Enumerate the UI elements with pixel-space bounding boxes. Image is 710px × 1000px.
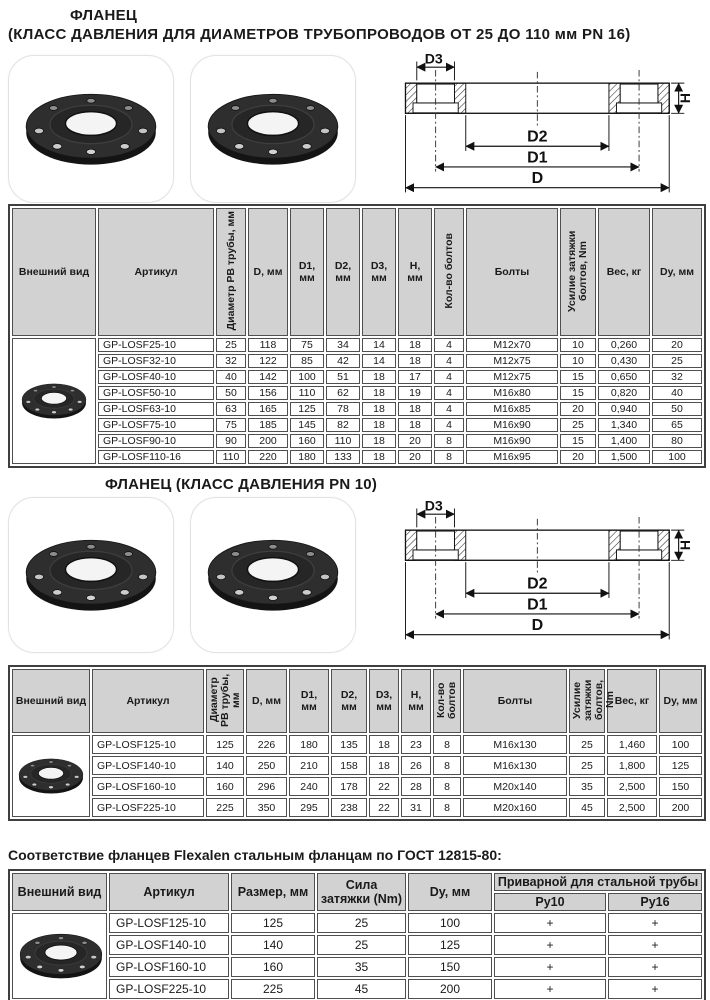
cell-dy: 50 — [652, 402, 702, 416]
cell-d3: 18 — [369, 756, 399, 775]
cell-dy: 100 — [408, 913, 492, 933]
cell-diametr: 90 — [216, 434, 246, 448]
cell-h: 19 — [398, 386, 432, 400]
cell-diametr: 125 — [206, 735, 244, 754]
cell-d1: 160 — [290, 434, 324, 448]
cell-usilie: 20 — [560, 402, 596, 416]
cell-d2: 178 — [331, 777, 367, 796]
cell-d: 165 — [248, 402, 288, 416]
cell-diametr: 63 — [216, 402, 246, 416]
cell-dy: 80 — [652, 434, 702, 448]
cell-h: 20 — [398, 434, 432, 448]
cell-py10: + — [494, 913, 606, 933]
cell-d2: 110 — [326, 434, 360, 448]
table-row — [12, 434, 702, 448]
cell-artikul: GP-LOSF75-10 — [98, 418, 214, 432]
cell-sila: 35 — [317, 957, 406, 977]
gost-table — [8, 869, 706, 1000]
flange-photo-card-1 — [8, 55, 174, 203]
cell-usilie: 15 — [560, 386, 596, 400]
cell-kolvo: 8 — [433, 756, 461, 775]
col-header-d2: D2, мм — [331, 669, 367, 733]
cell-d3: 14 — [362, 354, 396, 368]
cell-sila: 25 — [317, 913, 406, 933]
flange-photo-card-2 — [190, 55, 356, 203]
cell-bolty: M16x85 — [466, 402, 558, 416]
cell-usilie: 45 — [569, 798, 605, 817]
cell-dy: 200 — [659, 798, 702, 817]
cell-d1: 110 — [290, 386, 324, 400]
cell-py16: + — [608, 913, 702, 933]
cell-bolty: M12x70 — [466, 338, 558, 352]
cell-d3: 22 — [369, 798, 399, 817]
pn16-spec-table — [8, 204, 706, 468]
col-header-ves: Вес, кг — [607, 669, 657, 733]
cell-bolty: M16x130 — [463, 735, 567, 754]
cell-usilie: 25 — [569, 735, 605, 754]
cell-diametr: 50 — [216, 386, 246, 400]
cell-bolty: M12x75 — [466, 370, 558, 384]
col-header-artikul: Артикул — [92, 669, 204, 733]
cell-razmer: 225 — [231, 979, 315, 999]
flange-section-drawing-1 — [394, 53, 692, 199]
col-header-h: H, мм — [398, 208, 432, 336]
page-title-line1: ФЛАНЕЦ — [70, 7, 138, 24]
cell-bolty: M16x90 — [466, 418, 558, 432]
cell-kolvo: 4 — [434, 418, 464, 432]
cell-d: 296 — [246, 777, 287, 796]
flange-photo-2 — [200, 83, 346, 175]
cell-ves: 0,260 — [598, 338, 650, 352]
cell-py16: + — [608, 979, 702, 999]
cell-artikul: GP-LOSF140-10 — [109, 935, 229, 955]
col-header-usilie-label: Усилие затяжки болтов, Nm — [571, 678, 616, 721]
flange-photo-small — [18, 378, 90, 424]
col-header-h: H, мм — [401, 669, 431, 733]
cell-h: 18 — [398, 338, 432, 352]
cell-dy: 150 — [659, 777, 702, 796]
cell-usilie: 10 — [560, 354, 596, 368]
cell-d: 220 — [248, 450, 288, 464]
cell-diametr: 40 — [216, 370, 246, 384]
col-header-sila: Сила затяжки (Nm) — [317, 873, 406, 911]
cell-d2: 42 — [326, 354, 360, 368]
section-pn16-title — [8, 6, 702, 44]
cell-py10: + — [494, 935, 606, 955]
cell-bolty: M16x130 — [463, 756, 567, 775]
col-header-py16: Ру16 — [608, 893, 702, 911]
cell-d2: 158 — [331, 756, 367, 775]
cell-d1: 75 — [290, 338, 324, 352]
cell-d1: 125 — [290, 402, 324, 416]
col-header-diametr — [206, 669, 244, 733]
cell-artikul: GP-LOSF90-10 — [98, 434, 214, 448]
cell-razmer: 140 — [231, 935, 315, 955]
cell-ves: 0,940 — [598, 402, 650, 416]
gost-table-body — [12, 913, 702, 999]
table-row — [12, 935, 702, 955]
cell-bolty: M16x80 — [466, 386, 558, 400]
cell-diametr: 225 — [206, 798, 244, 817]
cell-ves: 2,500 — [607, 798, 657, 817]
col-header-dy: Dy, мм — [652, 208, 702, 336]
cell-h: 31 — [401, 798, 431, 817]
cell-d1: 180 — [289, 735, 329, 754]
table-row — [12, 777, 702, 796]
col-header-vneshniy-vid: Внешний вид — [12, 873, 107, 911]
cell-dy: 25 — [652, 354, 702, 368]
cell-kolvo: 8 — [434, 450, 464, 464]
pn10-table-body — [12, 735, 702, 817]
col-header-d3: D3, мм — [362, 208, 396, 336]
cell-d2: 34 — [326, 338, 360, 352]
pn10-header-row — [12, 669, 702, 733]
cell-kolvo: 8 — [433, 798, 461, 817]
col-header-d2: D2, мм — [326, 208, 360, 336]
cell-d2: 133 — [326, 450, 360, 464]
cell-d3: 18 — [362, 450, 396, 464]
cell-d: 200 — [248, 434, 288, 448]
cell-kolvo: 4 — [434, 386, 464, 400]
flange-photo-small — [15, 926, 107, 986]
flange-photo-1 — [18, 83, 164, 175]
cell-artikul: GP-LOSF125-10 — [92, 735, 204, 754]
table-row — [12, 386, 702, 400]
cell-kolvo: 8 — [433, 735, 461, 754]
cell-dy: 32 — [652, 370, 702, 384]
col-header-d3: D3, мм — [369, 669, 399, 733]
cell-d: 122 — [248, 354, 288, 368]
col-header-d: D, мм — [248, 208, 288, 336]
cell-d3: 18 — [369, 735, 399, 754]
cell-artikul: GP-LOSF25-10 — [98, 338, 214, 352]
cell-sila: 45 — [317, 979, 406, 999]
cell-d2: 51 — [326, 370, 360, 384]
cell-diametr: 32 — [216, 354, 246, 368]
cell-dy: 200 — [408, 979, 492, 999]
cell-ves: 1,500 — [598, 450, 650, 464]
cell-d: 156 — [248, 386, 288, 400]
cell-d2: 62 — [326, 386, 360, 400]
cell-d1: 210 — [289, 756, 329, 775]
cell-h: 28 — [401, 777, 431, 796]
cell-d1: 180 — [290, 450, 324, 464]
col-header-usilie — [569, 669, 616, 733]
col-header-kolvo-label: Кол-во болтов — [435, 680, 458, 719]
cell-dy: 150 — [408, 957, 492, 977]
flange-photo-3 — [18, 529, 164, 621]
cell-artikul: GP-LOSF32-10 — [98, 354, 214, 368]
cell-d: 142 — [248, 370, 288, 384]
col-header-artikul: Артикул — [109, 873, 229, 911]
col-header-vneshniy-vid: Внешний вид — [12, 669, 90, 733]
cell-usilie: 25 — [569, 756, 605, 775]
cell-artikul: GP-LOSF125-10 — [109, 913, 229, 933]
col-header-diametr-label: Диаметр РВ трубы, мм — [208, 672, 242, 727]
col-header-diametr-label: Диаметр РВ трубы, мм — [224, 210, 237, 331]
cell-d1: 85 — [290, 354, 324, 368]
pn16-header-row — [12, 208, 702, 336]
col-header-usilie — [560, 208, 596, 336]
col-header-kolvo-label: Кол-во болтов — [442, 232, 455, 309]
cell-d1: 240 — [289, 777, 329, 796]
flange-section-drawing-2 — [394, 500, 692, 646]
pn10-drawing-box — [394, 500, 692, 651]
cell-bolty: M16x95 — [466, 450, 558, 464]
pn16-drawing-box — [394, 53, 692, 204]
cell-h: 17 — [398, 370, 432, 384]
cell-razmer: 125 — [231, 913, 315, 933]
col-header-dy: Dy, мм — [659, 669, 702, 733]
table-row — [12, 450, 702, 464]
cell-d3: 18 — [362, 418, 396, 432]
section-gost-title: Соответствие фланцев Flexalen стальным фланцам по ГОСТ 12815-80: — [8, 847, 502, 863]
cell-dy: 125 — [408, 935, 492, 955]
cell-usilie: 10 — [560, 338, 596, 352]
cell-usilie: 25 — [560, 418, 596, 432]
cell-d: 118 — [248, 338, 288, 352]
cell-artikul: GP-LOSF225-10 — [92, 798, 204, 817]
col-header-privarnoy-group: Приварной для стальной трубы — [494, 873, 702, 891]
table-row — [12, 402, 702, 416]
cell-ves: 1,340 — [598, 418, 650, 432]
flange-photo-4 — [200, 529, 346, 621]
cell-d3: 14 — [362, 338, 396, 352]
gost-header-row-1 — [12, 873, 702, 891]
cell-usilie: 35 — [569, 777, 605, 796]
cell-d3: 18 — [362, 402, 396, 416]
pn16-media-row — [8, 53, 702, 204]
table-row — [12, 370, 702, 384]
flange-photo-cell — [12, 735, 90, 817]
cell-ves: 1,460 — [607, 735, 657, 754]
table-row — [12, 913, 702, 933]
cell-d: 185 — [248, 418, 288, 432]
flange-photo-small — [15, 753, 87, 799]
cell-py10: + — [494, 957, 606, 977]
cell-dy: 65 — [652, 418, 702, 432]
flange-photo-card-4 — [190, 497, 356, 653]
cell-bolty: M16x90 — [466, 434, 558, 448]
cell-ves: 1,800 — [607, 756, 657, 775]
cell-ves: 1,400 — [598, 434, 650, 448]
cell-d3: 18 — [362, 386, 396, 400]
cell-diametr: 160 — [206, 777, 244, 796]
col-header-ves: Вес, кг — [598, 208, 650, 336]
cell-h: 20 — [398, 450, 432, 464]
cell-h: 26 — [401, 756, 431, 775]
cell-artikul: GP-LOSF225-10 — [109, 979, 229, 999]
cell-kolvo: 4 — [434, 338, 464, 352]
cell-d1: 100 — [290, 370, 324, 384]
table-row — [12, 756, 702, 775]
table-row — [12, 957, 702, 977]
cell-artikul: GP-LOSF160-10 — [92, 777, 204, 796]
cell-diametr: 110 — [216, 450, 246, 464]
cell-usilie: 15 — [560, 434, 596, 448]
table-row — [12, 418, 702, 432]
col-header-dy: Dy, мм — [408, 873, 492, 911]
cell-d3: 18 — [362, 434, 396, 448]
cell-ves: 2,500 — [607, 777, 657, 796]
flange-photo-cell — [12, 913, 107, 999]
table-row — [12, 798, 702, 817]
flange-photo-card-3 — [8, 497, 174, 653]
cell-ves: 0,430 — [598, 354, 650, 368]
cell-artikul: GP-LOSF50-10 — [98, 386, 214, 400]
section-pn10-title: ФЛАНЕЦ (КЛАСС ДАВЛЕНИЯ PN 10) — [104, 476, 378, 493]
col-header-bolty: Болты — [463, 669, 567, 733]
cell-kolvo: 8 — [434, 434, 464, 448]
cell-h: 23 — [401, 735, 431, 754]
table-row — [12, 735, 702, 754]
cell-py16: + — [608, 957, 702, 977]
cell-diametr: 75 — [216, 418, 246, 432]
cell-d2: 82 — [326, 418, 360, 432]
cell-bolty: M12x75 — [466, 354, 558, 368]
cell-dy: 20 — [652, 338, 702, 352]
cell-d3: 22 — [369, 777, 399, 796]
col-header-kolvo — [434, 208, 464, 336]
cell-d1: 295 — [289, 798, 329, 817]
cell-artikul: GP-LOSF63-10 — [98, 402, 214, 416]
cell-h: 18 — [398, 418, 432, 432]
cell-kolvo: 8 — [433, 777, 461, 796]
col-header-vneshniy-vid: Внешний вид — [12, 208, 96, 336]
cell-dy: 125 — [659, 756, 702, 775]
cell-dy: 100 — [652, 450, 702, 464]
cell-ves: 0,650 — [598, 370, 650, 384]
cell-h: 18 — [398, 354, 432, 368]
cell-kolvo: 4 — [434, 354, 464, 368]
col-header-d1: D1, мм — [290, 208, 324, 336]
col-header-py10: Ру10 — [494, 893, 606, 911]
cell-bolty: M20x140 — [463, 777, 567, 796]
cell-py16: + — [608, 935, 702, 955]
cell-ves: 0,820 — [598, 386, 650, 400]
col-header-bolty: Болты — [466, 208, 558, 336]
cell-artikul: GP-LOSF110-16 — [98, 450, 214, 464]
cell-bolty: M20x160 — [463, 798, 567, 817]
cell-dy: 100 — [659, 735, 702, 754]
cell-d2: 135 — [331, 735, 367, 754]
cell-py10: + — [494, 979, 606, 999]
cell-diametr: 140 — [206, 756, 244, 775]
col-header-kolvo — [433, 669, 461, 733]
cell-d3: 18 — [362, 370, 396, 384]
col-header-diametr — [216, 208, 246, 336]
cell-artikul: GP-LOSF140-10 — [92, 756, 204, 775]
pn10-media-row — [8, 497, 702, 653]
cell-razmer: 160 — [231, 957, 315, 977]
cell-artikul: GP-LOSF160-10 — [109, 957, 229, 977]
table-row — [12, 354, 702, 368]
col-header-d1: D1, мм — [289, 669, 329, 733]
cell-artikul: GP-LOSF40-10 — [98, 370, 214, 384]
cell-kolvo: 4 — [434, 402, 464, 416]
col-header-artikul: Артикул — [98, 208, 214, 336]
flange-photo-cell — [12, 338, 96, 464]
page-title-line2: (КЛАСС ДАВЛЕНИЯ ДЛЯ ДИАМЕТРОВ ТРУБОПРОВОДОВ ОТ 25 ДО 110 мм PN 16) — [8, 26, 631, 43]
cell-d: 350 — [246, 798, 287, 817]
cell-dy: 40 — [652, 386, 702, 400]
cell-kolvo: 4 — [434, 370, 464, 384]
cell-usilie: 20 — [560, 450, 596, 464]
cell-d: 226 — [246, 735, 287, 754]
cell-d2: 78 — [326, 402, 360, 416]
table-row — [12, 979, 702, 999]
cell-d: 250 — [246, 756, 287, 775]
table-row — [12, 338, 702, 352]
cell-h: 18 — [398, 402, 432, 416]
pn10-spec-table — [8, 665, 706, 821]
cell-d2: 238 — [331, 798, 367, 817]
col-header-usilie-label: Усилие затяжки болтов, Nm — [566, 229, 589, 312]
cell-diametr: 25 — [216, 338, 246, 352]
pn16-table-body — [12, 338, 702, 464]
cell-usilie: 15 — [560, 370, 596, 384]
col-header-razmer: Размер, мм — [231, 873, 315, 911]
cell-sila: 25 — [317, 935, 406, 955]
cell-d1: 145 — [290, 418, 324, 432]
col-header-d: D, мм — [246, 669, 287, 733]
